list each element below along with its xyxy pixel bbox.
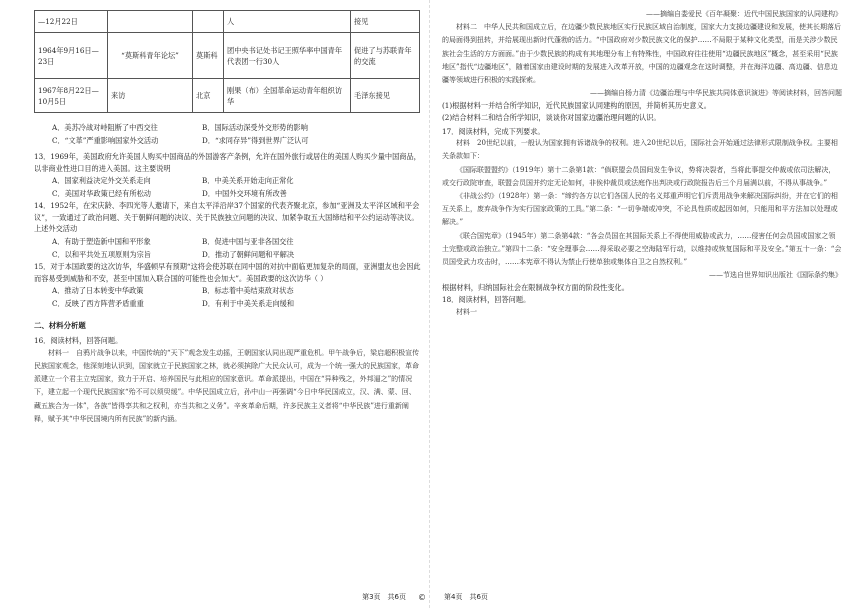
option: A．美苏冷战对峙阻断了中西交往 [52,123,158,132]
table-cell: 刚果（布）全国革命运动青年组织访华 [224,79,351,113]
option: A．国家利益决定外交关系走向 [52,176,151,186]
table-cell [193,11,224,33]
option: B．中美关系开始走向正常化 [202,176,294,186]
table-cell: 来访 [108,79,193,113]
option: D．“求同存异”得到世界广泛认可 [202,136,309,145]
table-cell: 人 [224,11,351,33]
q16-question-2: (2)结合材料二和结合所学知识，谈谈你对国家边疆治理问题的认识。 [442,113,661,123]
option: D．有利于中美关系走向缓和 [202,299,295,309]
q17-clause-1: 《国际联盟盟约》（1919年）第十二条第1款：“倘联盟会员国间发生争议，势将决裂者，当将此事提交仲裁或依司法解决，或交行政院审查，联盟会员国并约定无论如何，非俟仲裁员或法庭作出判决或行政院报告后三个月届满以前，不得从事战争。” [442,165,836,187]
q16-stem: 16．阅读材料，回答问题。 [34,336,123,346]
option: D．推动了朝鲜问题和平解决 [202,249,295,259]
q16-material-2: 材料二 中华人民共和国成立后，在边疆少数民族地区实行民族区域自治制度，国家大力支援边疆建设和发展，使其长期落后的局面得到扭转，并给展现出新时代蓬勃的活力。“中国政府对少数民族文化的保护……不局限于某种文化类型，而是关涉少数民族社会生活的方方面面。”由于少数民族的构成有其地理分布上有特殊性，中国政府往往使用“边疆民族地区”概念，甚至采用“民族地区”指代“边疆地区”，随着国家由建设时期的发展进入改革开放，中国的边疆观念在这时调整，并在海洋边疆、高边疆、信息边疆等领域进行积极的实践探索。 [442,23,841,85]
copyright-mark: © [418,593,426,602]
table-row [35,33,420,79]
table-cell: 促进了与苏联青年的交流 [351,33,420,79]
q17-stem: 17．阅读材料，完成下列要求。 [442,126,545,136]
q15-options [34,284,422,310]
q17-source: ——节选自世界知识出版社《国际条约集》 [709,271,842,280]
table-cell: 1964年9月16日—23日 [35,33,108,79]
option: C．“文革”严重影响国家外交活动 [52,136,159,145]
table-cell: 毛泽东接见 [351,79,420,113]
q12-options [34,121,422,147]
table-cell: 北京 [193,79,224,113]
table-cell: 团中央书记处书记王照华率中国青年代表团一行30人 [224,33,351,79]
q13-options [34,174,422,200]
option: A．有助于塑造新中国和平形象 [52,236,151,246]
q16-source-1: ——摘编自娄爱民《百年凝聚：近代中国民族国家的认同建构》 [646,10,842,18]
option: B．国际活动深受外交形势的影响 [202,123,308,132]
q17-clause-3: 《联合国宪章》（1945年）第二条第4款：“各会员国在其国际关系上不得使用威胁或武力，……侵害任何会员国或国家之领土完整或政治独立。”第四十二条：“安全理事会……得采取必要之空海陆军行动，以维持或恢复国际和平及安全。”第五十一条：“会员国受武力攻击时，……本宪章不得认为禁止行使单独或集体自卫之自然权利。” [442,231,842,267]
q13-stem: 13．1969年，美国政府允许美国人购买中国商品的外国游客产条例，允许在国外旅行或居住的美国人购买少量中国商品，以非商业性进口目的进入美国。这主要说明 [34,152,421,173]
q14-stem: 14．1952年，在宋庆龄、李四光等人邀请下，来自太平洋沿岸37个国家的代表齐聚北京，参加“亚洲及太平洋区域和平会议”，一致通过了政治问题、关于朝鲜问题的决议、关于民族独立问题的决议、加紧争取五大国缔结和平公约运动等决议。上述外交活动 [34,201,420,234]
page-4 [430,0,860,608]
option: C．以和平共处五项原则为宗旨 [52,249,151,259]
q16-material-1: 材料一 自鸦片战争以来，中国传统的“天下”观念发生动摇，王朝国家认同出现严重危机。甲午战争后，梁启超积极宣传民族国家观念，他深刻地认识到，国家就立于民族国家之林，就必须摈除广大民众认可，成为一个统一强大的民族国家，革命派建立一个君主立宪国家，致力于开启、培养国民与此相应的国家意识。革命派提出，中国在“异种残之，外邦逼之”的情况下，建立起一个现代民族国家“殆不可以须臾缓”。中华民国成立后，孙中山一再强调“今日中华民国成立，汉、满、蒙、回、藏五族合为一体”，各族“皆得享共和之权利，亦当共和之义务”。辛亥革命后期，许多民族主义者将“中华民族”进行重新阐释，赋予其“中华民国境内所有民族”的新内涵。 [34,348,420,423]
option: B．促进中国与亚非各国交往 [202,236,294,246]
table-cell: —12月22日 [35,11,108,33]
q17-intro: 材料 20世纪以前，一般认为国家拥有诉诸战争的权利。进入20世纪以后，国际社会开始通过法律形式限制战争权。主要相关条款如下： [442,139,838,161]
option: D．中国外交环境有所改善 [202,189,287,199]
table-row [35,11,420,33]
q18-stem: 18．阅读材料，回答问题。 [442,295,531,305]
table-cell: 莫斯科 [193,33,224,79]
q17-question: 根据材料，归纳国际社会在限制战争权方面的阶段性变化。 [442,283,629,293]
option: B．标志着中美结束敌对状态 [202,286,294,296]
table-cell: “莫斯科青年论坛” [108,33,193,79]
q16-source-2: ——摘编自杨力清《边疆治理与中华民族共同体意识演进》等阅读材料，回答问题 [590,89,842,98]
page-number-3: 第3页 共6页 [362,593,406,601]
table-cell: 接见 [351,11,420,33]
section-heading: 二、材料分析题 [34,321,86,331]
q16-question-1: (1)根据材料一并结合所学知识，近代民族国家认同建构的原因，并简析其历史意义。 [442,101,711,111]
table-cell [108,11,193,33]
q14-options [34,235,422,261]
option: C．反映了西方阵营矛盾重重 [52,299,144,309]
table-row [35,79,420,113]
q17-clause-2: 《非战公约》（1928年）第一条：“缔约各方以它们各国人民的名义郑重声明它们斥责用战争来解决国际纠纷，并在它们的相互关系上，废弃战争作为实行国家政策的工具。”第二条：“一切争端或冲突，不论具性质或起因如何，只能用和平方法加以处理或解决。” [442,192,838,227]
table-cell: 1967年8月22日—10月5日 [35,79,108,113]
q15-stem: 15．对于本国政要的这次访华，华盛顿早有预期“这将会使苏联在同中国的对抗中面临更加复杂的局面，亚洲盟友也会因此而容易受到威胁和不安，甚至中国加入联合国的可能性也会加大”。美国政要的这次访华（ ） [34,261,421,283]
option: A．推动了日本转变中华政策 [52,286,144,296]
option: C．美国对华政策已经有所松动 [52,189,151,199]
page-number-4: 第4页 共6页 [444,593,488,601]
q18-material-1: 材料一 [456,307,477,316]
events-table [34,10,420,113]
